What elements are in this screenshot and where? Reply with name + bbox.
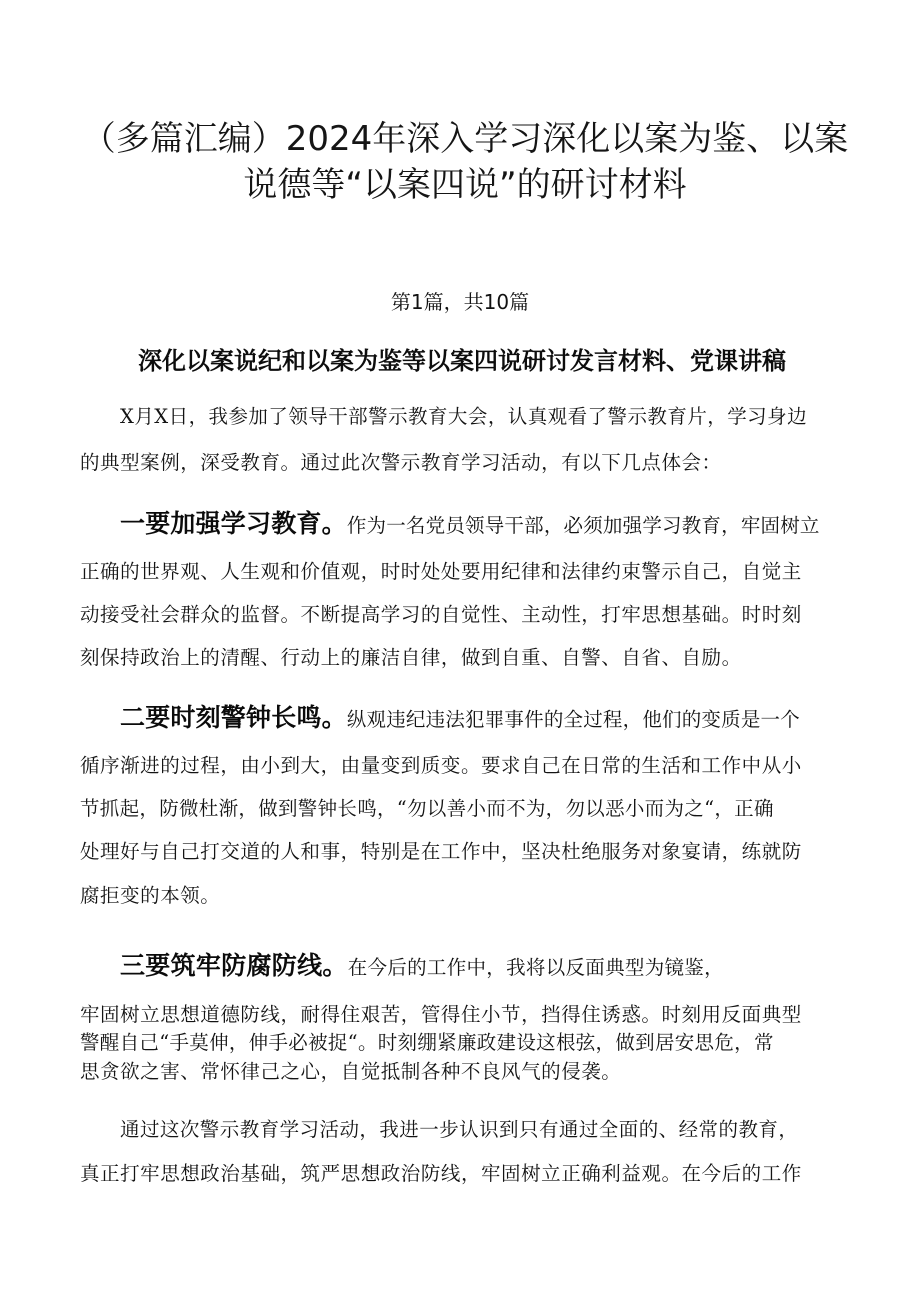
section-3-line-3: 警醒自己“手莫伸，伸手必被捉“。时刻绷紧廉政建设这根弦，做到居安思危，常 [80, 1031, 774, 1054]
section-3-line-2: 牢固树立思想道德防线，耐得住艰苦，管得住小节，挡得住诱惑。时刻用反面典型 [80, 1003, 802, 1026]
section-3-line-4: 思贪欲之害、常怀律己之心，自觉抵制各种不良风气的侵袭。 [80, 1060, 622, 1083]
document-title-line-2: 说德等“以案四说”的研讨材料 [243, 165, 687, 205]
section-1-first-line [120, 509, 820, 541]
section-1-heading: 一要加强学习教育。 [120, 509, 347, 538]
section-2-line-3: 节抓起，防微杜渐，做到警钟长鸣，“勿以善小而不为，勿以恶小而为之“，正确 [80, 797, 774, 820]
section-2-line-2: 循序渐进的过程，由小到大，由量变到质变。要求自己在日常的生活和工作中从小 [80, 754, 802, 777]
section-1-line-3: 动接受社会群众的监督。不断提高学习的自觉性、主动性，打牢思想基础。时时刻 [80, 603, 802, 626]
part-indicator: 第1篇，共10篇 [390, 290, 530, 314]
section-3-text-1: 在今后的工作中，我将以反面典型为镜鉴， [347, 956, 724, 979]
section-1-text-1: 作为一名党员领导干部，必须加强学习教育，牢固树立 [346, 514, 820, 537]
intro-line-2: 的典型案例，深受教育。通过此次警示教育学习活动，有以下几点体会： [80, 451, 722, 474]
section-2-first-line [120, 703, 800, 735]
section-3-heading: 三要筑牢防腐防线。 [120, 951, 348, 980]
section-3-first-line [120, 951, 724, 983]
section-2-line-5: 腐拒变的本领。 [80, 884, 221, 907]
conclusion-line-2: 真正打牢思想政治基础，筑严思想政治防线，牢固树立正确利益观。在今后的工作 [80, 1162, 802, 1185]
section-2-heading: 二要时刻警钟长鸣。 [120, 703, 347, 732]
intro-line-1: X月X日，我参加了领导干部警示教育大会，认真观看了警示教育片，学习身边 [120, 405, 808, 428]
section-2-line-4: 处理好与自己打交道的人和事，特别是在工作中，坚决杜绝服务对象宴请，练就防 [80, 840, 802, 863]
section-1-line-4: 刻保持政治上的清醒、行动上的廉洁自律，做到自重、自警、自省、自励。 [80, 646, 742, 669]
conclusion-line-1: 通过这次警示教育学习活动，我进一步认识到只有通过全面的、经常的教育， [120, 1118, 799, 1141]
document-title-line-1: （多篇汇编）2024年深入学习深化以案为鉴、以案 [81, 119, 849, 159]
section-1-line-2: 正确的世界观、人生观和价值观，时时处处要用纪律和法律约束警示自己，自觉主 [80, 560, 802, 583]
section-2-text-1: 纵观违纪违法犯罪事件的全过程，他们的变质是一个 [346, 708, 800, 731]
article-subtitle: 深化以案说纪和以案为鉴等以案四说研讨发言材料、党课讲稿 [138, 347, 786, 375]
